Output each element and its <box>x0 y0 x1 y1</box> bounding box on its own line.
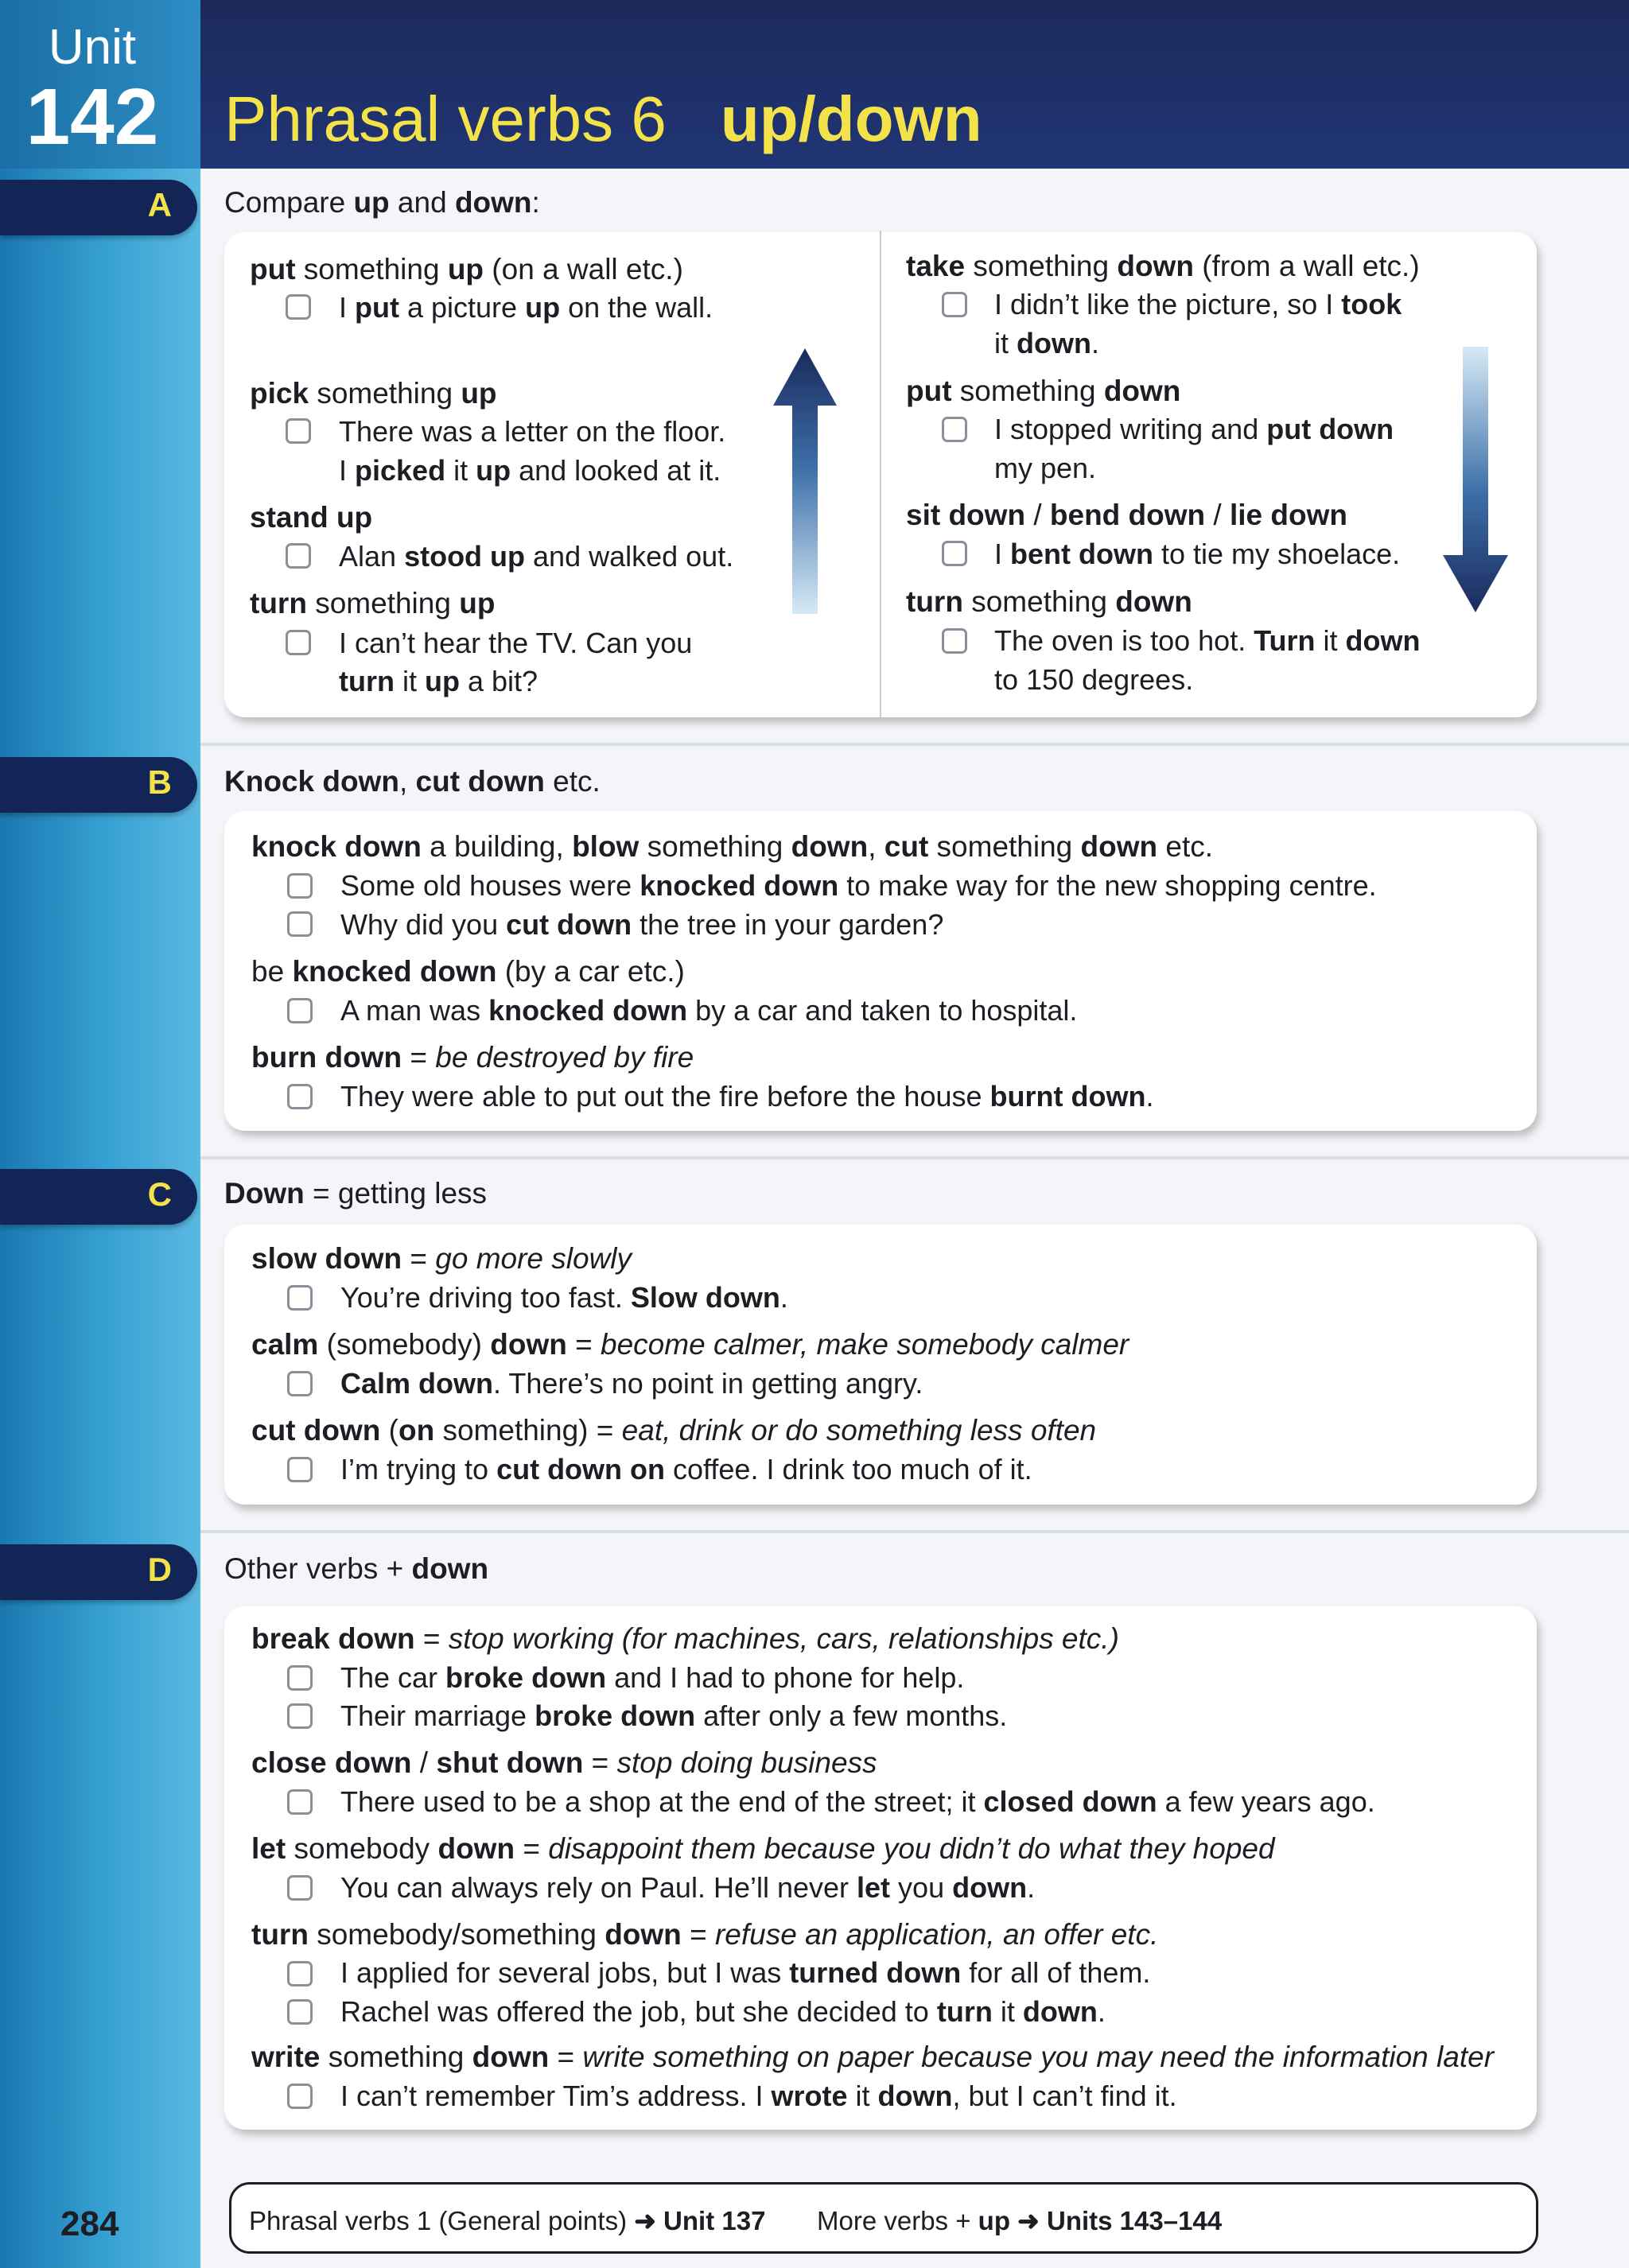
example-sentence: it down. <box>994 327 1100 359</box>
example-sentence: turn it up a bit? <box>339 665 538 697</box>
example-checkbox[interactable] <box>287 911 313 937</box>
example-checkbox[interactable] <box>287 1961 313 1986</box>
example-checkbox[interactable] <box>287 873 313 899</box>
example-sentence: There was a letter on the floor. <box>339 415 726 448</box>
section-d-heading: Other verbs + down <box>224 1552 489 1585</box>
entry-turn-up: turn something up <box>250 587 496 619</box>
example-sentence: my pen. <box>994 452 1097 484</box>
example-checkbox[interactable] <box>286 294 311 320</box>
example-checkbox[interactable] <box>286 543 311 569</box>
example-checkbox[interactable] <box>287 1285 313 1311</box>
section-letter: C <box>147 1175 172 1213</box>
column-divider <box>880 231 881 717</box>
example-sentence: I stopped writing and put down <box>994 413 1394 445</box>
example-sentence: You’re driving too fast. Slow down. <box>340 1281 788 1314</box>
example-sentence: You can always rely on Paul. He’ll never let you down. <box>340 1871 1036 1904</box>
section-b-heading: Knock down, cut down etc. <box>224 765 601 798</box>
example-sentence: I can’t hear the TV. Can you <box>339 627 693 659</box>
example-checkbox[interactable] <box>942 417 967 442</box>
example-sentence: I’m trying to cut down on coffee. I drink too much of it. <box>340 1453 1032 1485</box>
entry-break-down: break down = stop working (for machines, cars, relationships etc.) <box>251 1622 1119 1655</box>
page-spine <box>0 0 200 2268</box>
example-sentence: Calm down. There’s no point in getting angry. <box>340 1367 923 1400</box>
section-letter: D <box>147 1551 172 1588</box>
entry-calm-down: calm (somebody) down = become calmer, make somebody calmer <box>251 1328 1129 1361</box>
entry-slow-down: slow down = go more slowly <box>251 1242 632 1275</box>
unit-label: Unit <box>48 20 137 75</box>
example-checkbox[interactable] <box>287 1999 313 2025</box>
example-checkbox[interactable] <box>287 1789 313 1815</box>
example-checkbox[interactable] <box>287 2084 313 2109</box>
section-c-heading: Down = getting less <box>224 1177 488 1210</box>
entry-put-up: put something up (on a wall etc.) <box>250 253 683 285</box>
example-sentence: I put a picture up on the wall. <box>339 291 713 324</box>
entry-take-down: take something down (from a wall etc.) <box>906 250 1420 282</box>
entry-be-knocked-down: be knocked down (by a car etc.) <box>251 955 685 988</box>
entry-burn-down: burn down = be destroyed by fire <box>251 1041 694 1074</box>
example-checkbox[interactable] <box>286 630 311 655</box>
example-checkbox[interactable] <box>287 1665 313 1691</box>
entry-stand-up: stand up <box>250 501 373 534</box>
section-a-heading: Compare up and down: <box>224 186 540 219</box>
section-letter: A <box>147 186 172 223</box>
example-checkbox[interactable] <box>942 292 967 317</box>
example-sentence: I didn’t like the picture, so I took <box>994 288 1402 320</box>
example-checkbox[interactable] <box>287 1703 313 1729</box>
entry-pick-up: pick something up <box>250 377 497 410</box>
entry-turn-down-refuse: turn somebody/something down = refuse an application, an offer etc. <box>251 1918 1159 1951</box>
up-arrow-icon <box>772 348 838 614</box>
example-sentence: I bent down to tie my shoelace. <box>994 538 1401 570</box>
example-sentence: Alan stood up and walked out. <box>339 540 734 573</box>
example-checkbox[interactable] <box>286 418 311 444</box>
section-tab-c <box>0 1169 197 1225</box>
unit-badge <box>0 0 200 169</box>
page-title <box>224 83 982 156</box>
section-tab-a <box>0 180 197 235</box>
example-sentence: There used to be a shop at the end of the street; it closed down a few years ago. <box>340 1785 1375 1818</box>
entry-put-down: put something down <box>906 375 1181 407</box>
section-divider <box>200 1530 1629 1533</box>
entry-let-down: let somebody down = disappoint them because you didn’t do what they hoped <box>251 1832 1275 1865</box>
entry-write-down: write something down = write something on paper because you may need the information later <box>251 2041 1495 2073</box>
entry-cut-down-on: cut down (on something) = eat, drink or do something less often <box>251 1414 1097 1447</box>
example-checkbox[interactable] <box>287 1875 313 1901</box>
entry-close-shut-down: close down / shut down = stop doing business <box>251 1746 877 1779</box>
arrow-right-icon: ➜ <box>634 2206 656 2235</box>
section-divider <box>200 743 1629 746</box>
example-checkbox[interactable] <box>942 628 967 654</box>
down-arrow-icon <box>1441 347 1510 612</box>
example-sentence: I applied for several jobs, but I was turned down for all of them. <box>340 1956 1151 1989</box>
cross-ref-unit-137[interactable]: Phrasal verbs 1 (General points) ➜ Unit 137 <box>249 2206 766 2235</box>
example-checkbox[interactable] <box>287 998 313 1023</box>
example-checkbox[interactable] <box>287 1084 313 1109</box>
section-tab-d <box>0 1544 197 1600</box>
example-sentence: Why did you cut down the tree in your garden? <box>340 908 944 941</box>
example-sentence: A man was knocked down by a car and taken to hospital. <box>340 994 1078 1027</box>
example-checkbox[interactable] <box>287 1371 313 1396</box>
entry-sit-bend-lie-down: sit down / bend down / lie down <box>906 499 1347 531</box>
page-number: 284 <box>60 2204 119 2243</box>
title-main: Phrasal verbs 6 <box>224 83 667 154</box>
section-letter: B <box>147 763 172 801</box>
example-checkbox[interactable] <box>942 541 967 566</box>
arrow-right-icon: ➜ <box>1010 2206 1040 2235</box>
example-sentence: to 150 degrees. <box>994 663 1194 696</box>
example-sentence: Their marriage broke down after only a few months. <box>340 1699 1008 1732</box>
section-divider <box>200 1156 1629 1159</box>
example-checkbox[interactable] <box>287 1457 313 1482</box>
example-sentence: I can’t remember Tim’s address. I wrote it down, but I can’t find it. <box>340 2080 1177 2112</box>
example-sentence: I picked it up and looked at it. <box>339 454 721 487</box>
unit-number: 142 <box>25 72 159 161</box>
entry-turn-down: turn something down <box>906 585 1192 618</box>
example-sentence: Some old houses were knocked down to make way for the new shopping centre. <box>340 869 1377 902</box>
cross-reference-box <box>229 2182 1538 2254</box>
example-sentence: They were able to put out the fire before the house burnt down. <box>340 1080 1154 1113</box>
example-sentence: The car broke down and I had to phone for help. <box>340 1661 965 1694</box>
entry-knock-down: knock down a building, blow something down, cut something down etc. <box>251 830 1214 863</box>
title-sub: up/down <box>720 83 982 154</box>
example-sentence: Rachel was offered the job, but she decided to turn it down. <box>340 1995 1106 2028</box>
section-tab-b <box>0 757 197 813</box>
cross-ref-units-143-144[interactable]: More verbs + up ➜ Units 143–144 <box>817 2206 1223 2235</box>
example-sentence: The oven is too hot. Turn it down <box>994 624 1421 657</box>
